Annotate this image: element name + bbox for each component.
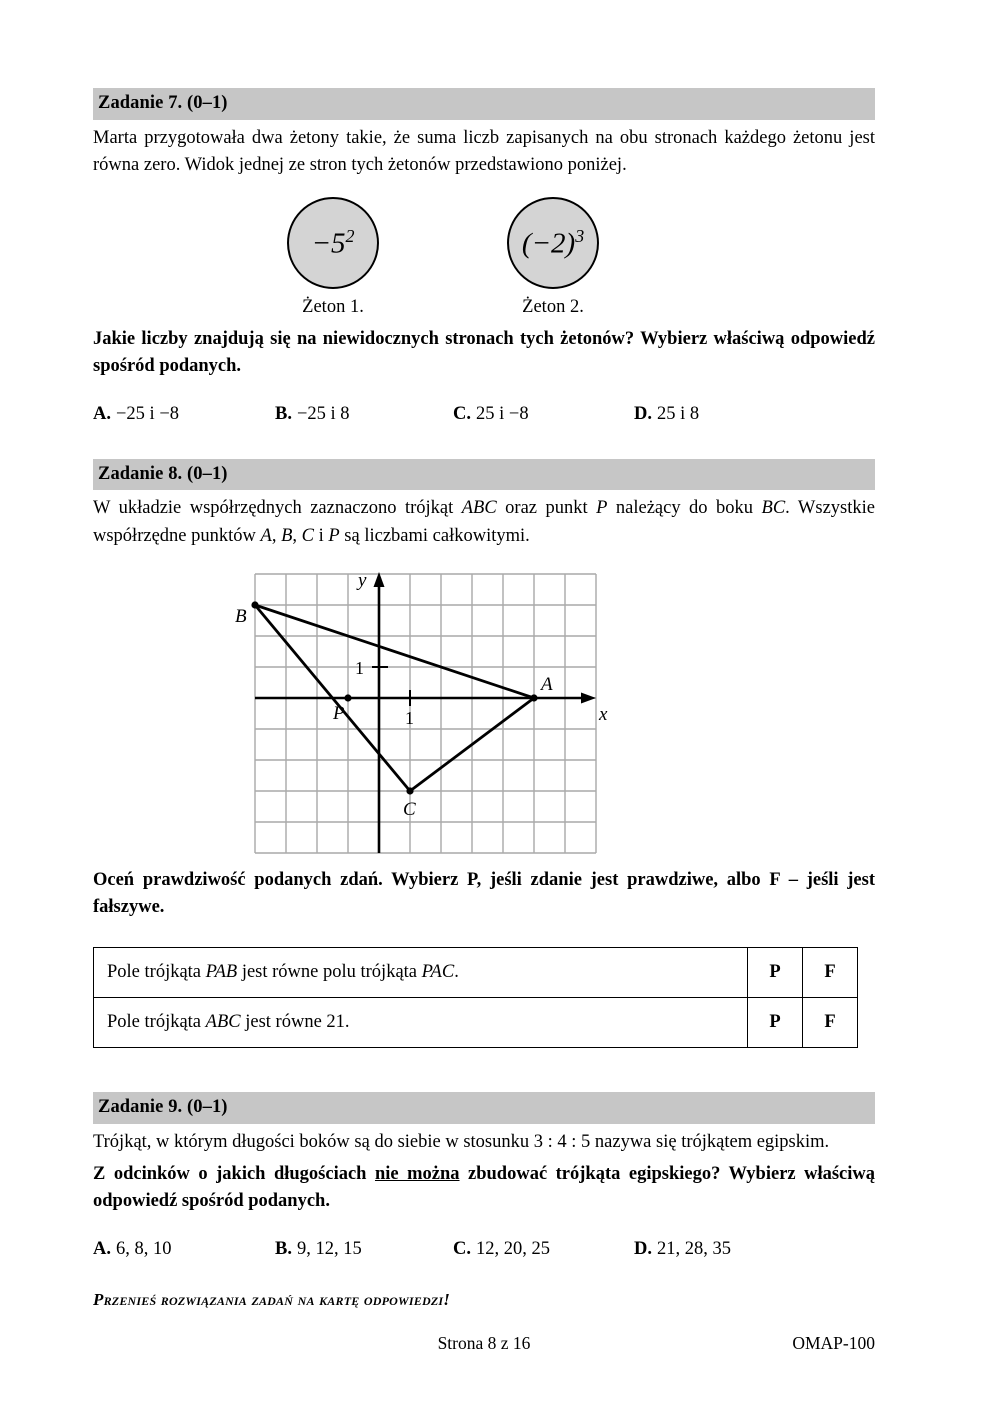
task-9-answers — [93, 1239, 875, 1260]
point-b-dot — [251, 601, 258, 608]
task-7-answer-c-text: 25 i −8 — [476, 403, 529, 424]
task-7-intro: Marta przygotowała dwa żetony takie, że suma liczb zapisanych na obu stronach każdego żetonu jest równa zero. Widok jednej ze stron tych żetonów przedstawiono poniżej. — [93, 127, 875, 175]
token-2-exponent: 3 — [575, 225, 585, 246]
token-2-base: (−2) — [521, 227, 576, 260]
point-c-label: C — [403, 798, 416, 820]
label-bc: BC — [761, 498, 786, 519]
table-row — [94, 948, 858, 998]
coordinate-system-svg — [93, 562, 875, 862]
token-1-caption: Żeton 1. — [302, 297, 364, 318]
task-9-question: Z odcinków o jakich długościach nie można zbudować trójkąta egipskiego? Wybierz właściwą odpowiedź spośród podanych. — [93, 1164, 876, 1212]
task-7-answers — [93, 404, 875, 425]
task-9-answer-b-text: 9, 12, 15 — [296, 1238, 362, 1259]
task-7-answer-b[interactable] — [275, 404, 453, 425]
side-ab — [255, 605, 534, 698]
token-1-circle — [287, 197, 379, 289]
statement-2-triangle-abc: ABC — [205, 1012, 241, 1033]
task-8-question: Oceń prawdziwość podanych zdań. Wybierz P, jeśli zdanie jest prawdziwe, albo F – jeśli jest fałszywe. — [93, 869, 875, 917]
task-9-answer-d-text: 21, 28, 35 — [657, 1238, 731, 1259]
task-7-answer-d-text: 25 i 8 — [657, 403, 700, 424]
task-9-answer-c[interactable] — [453, 1239, 634, 1260]
task-7-figure — [93, 193, 875, 321]
x-axis-arrow — [581, 692, 596, 703]
task-9-answer-d-label: D. — [634, 1238, 652, 1259]
task-8-intro: W układzie współrzędnych zaznaczono trójkąt ABC oraz punkt P należący do boku BC. Wszystkie współrzędne punktów A, B, C i P są liczbami całkowitymi. — [93, 498, 875, 546]
token-1 — [273, 197, 393, 318]
statement-2-cell: Pole trójkąta ABC jest równe 21. — [94, 998, 748, 1048]
statement-1-triangle-pac: PAC — [421, 962, 455, 983]
task-7-header: Zadanie 7. (0–1) — [93, 88, 875, 120]
task-7-answer-a-text: −25 i −8 — [116, 403, 180, 424]
task-9-answer-b-label: B. — [275, 1238, 292, 1259]
point-a-label: A — [541, 673, 553, 695]
label-p2: P — [328, 525, 340, 546]
task-8-header: Zadanie 8. (0–1) — [93, 459, 875, 491]
point-p-label: P — [333, 702, 345, 724]
token-2 — [493, 197, 613, 318]
task-7-answer-b-label: B. — [275, 403, 292, 424]
task-9-answer-a[interactable] — [93, 1239, 275, 1260]
figure-unit-labels — [355, 658, 414, 728]
page-content — [93, 88, 875, 1310]
x-axis-label: x — [599, 703, 608, 725]
x-unit-label: 1 — [405, 707, 414, 728]
grid-lines — [255, 574, 596, 853]
task-9-answer-c-label: C. — [453, 1238, 471, 1259]
point-b-label: B — [235, 605, 247, 627]
label-abc: ABC — [461, 498, 497, 519]
task-9-question-emphasis: nie można — [374, 1164, 460, 1185]
task-9-answer-a-text: 6, 8, 10 — [116, 1238, 172, 1259]
task-7-answer-c[interactable] — [453, 404, 634, 425]
point-p-dot — [344, 694, 351, 701]
task-9-answer-c-text: 12, 20, 25 — [476, 1238, 550, 1259]
task-7-answer-a[interactable] — [93, 404, 275, 425]
statement-1-cell: Pole trójkąta PAB jest równe polu trójkąta PAC. — [94, 948, 748, 998]
task-9-answer-a-label: A. — [93, 1238, 111, 1259]
statement-2-false-option[interactable]: F — [803, 998, 858, 1048]
task-8-truth-table — [93, 947, 858, 1048]
task-7-answer-d-label: D. — [634, 403, 652, 424]
task-7-question: Jakie liczby znajdują się na niewidocznych stronach tych żetonów? Wybierz właściwą odpowiedź spośród podanych. — [93, 329, 875, 377]
statement-1-triangle-pab: PAB — [205, 962, 238, 983]
task-9-answer-b[interactable] — [275, 1239, 453, 1260]
statement-2-true-option[interactable]: P — [748, 998, 803, 1048]
task-8-coordinate-figure — [93, 562, 875, 862]
task-9-answer-d[interactable] — [634, 1239, 794, 1260]
token-2-caption: Żeton 2. — [522, 297, 584, 318]
task-7-answer-d[interactable] — [634, 404, 794, 425]
point-c-dot — [406, 787, 413, 794]
token-2-circle — [507, 197, 599, 289]
task-9-intro: Trójkąt, w którym długości boków są do siebie w stosunku 3 : 4 : 5 nazywa się trójkątem egipskim. — [93, 1131, 830, 1152]
statement-1-false-option[interactable]: F — [803, 948, 858, 998]
label-a: A — [260, 525, 272, 546]
point-a-dot — [530, 694, 537, 701]
task-9-header: Zadanie 9. (0–1) — [93, 1092, 875, 1124]
label-p: P — [596, 498, 608, 519]
exam-code: OMAP-100 — [792, 1333, 875, 1353]
transfer-answers-note: Przenieś rozwiązania zadań na kartę odpowiedzi! — [93, 1289, 451, 1309]
y-axis-label: y — [358, 569, 367, 591]
label-c: C — [301, 525, 314, 546]
task-7-answer-b-text: −25 i 8 — [296, 403, 350, 424]
task-7-answer-c-label: C. — [453, 403, 471, 424]
token-1-base: −5 — [311, 227, 346, 260]
token-1-exponent: 2 — [345, 225, 355, 246]
label-b: B — [281, 525, 293, 546]
y-unit-label: 1 — [355, 657, 364, 678]
table-row — [94, 998, 858, 1048]
task-7-answer-a-label: A. — [93, 403, 111, 424]
page-number: Strona 8 z 16 — [437, 1333, 531, 1353]
statement-1-true-option[interactable]: P — [748, 948, 803, 998]
